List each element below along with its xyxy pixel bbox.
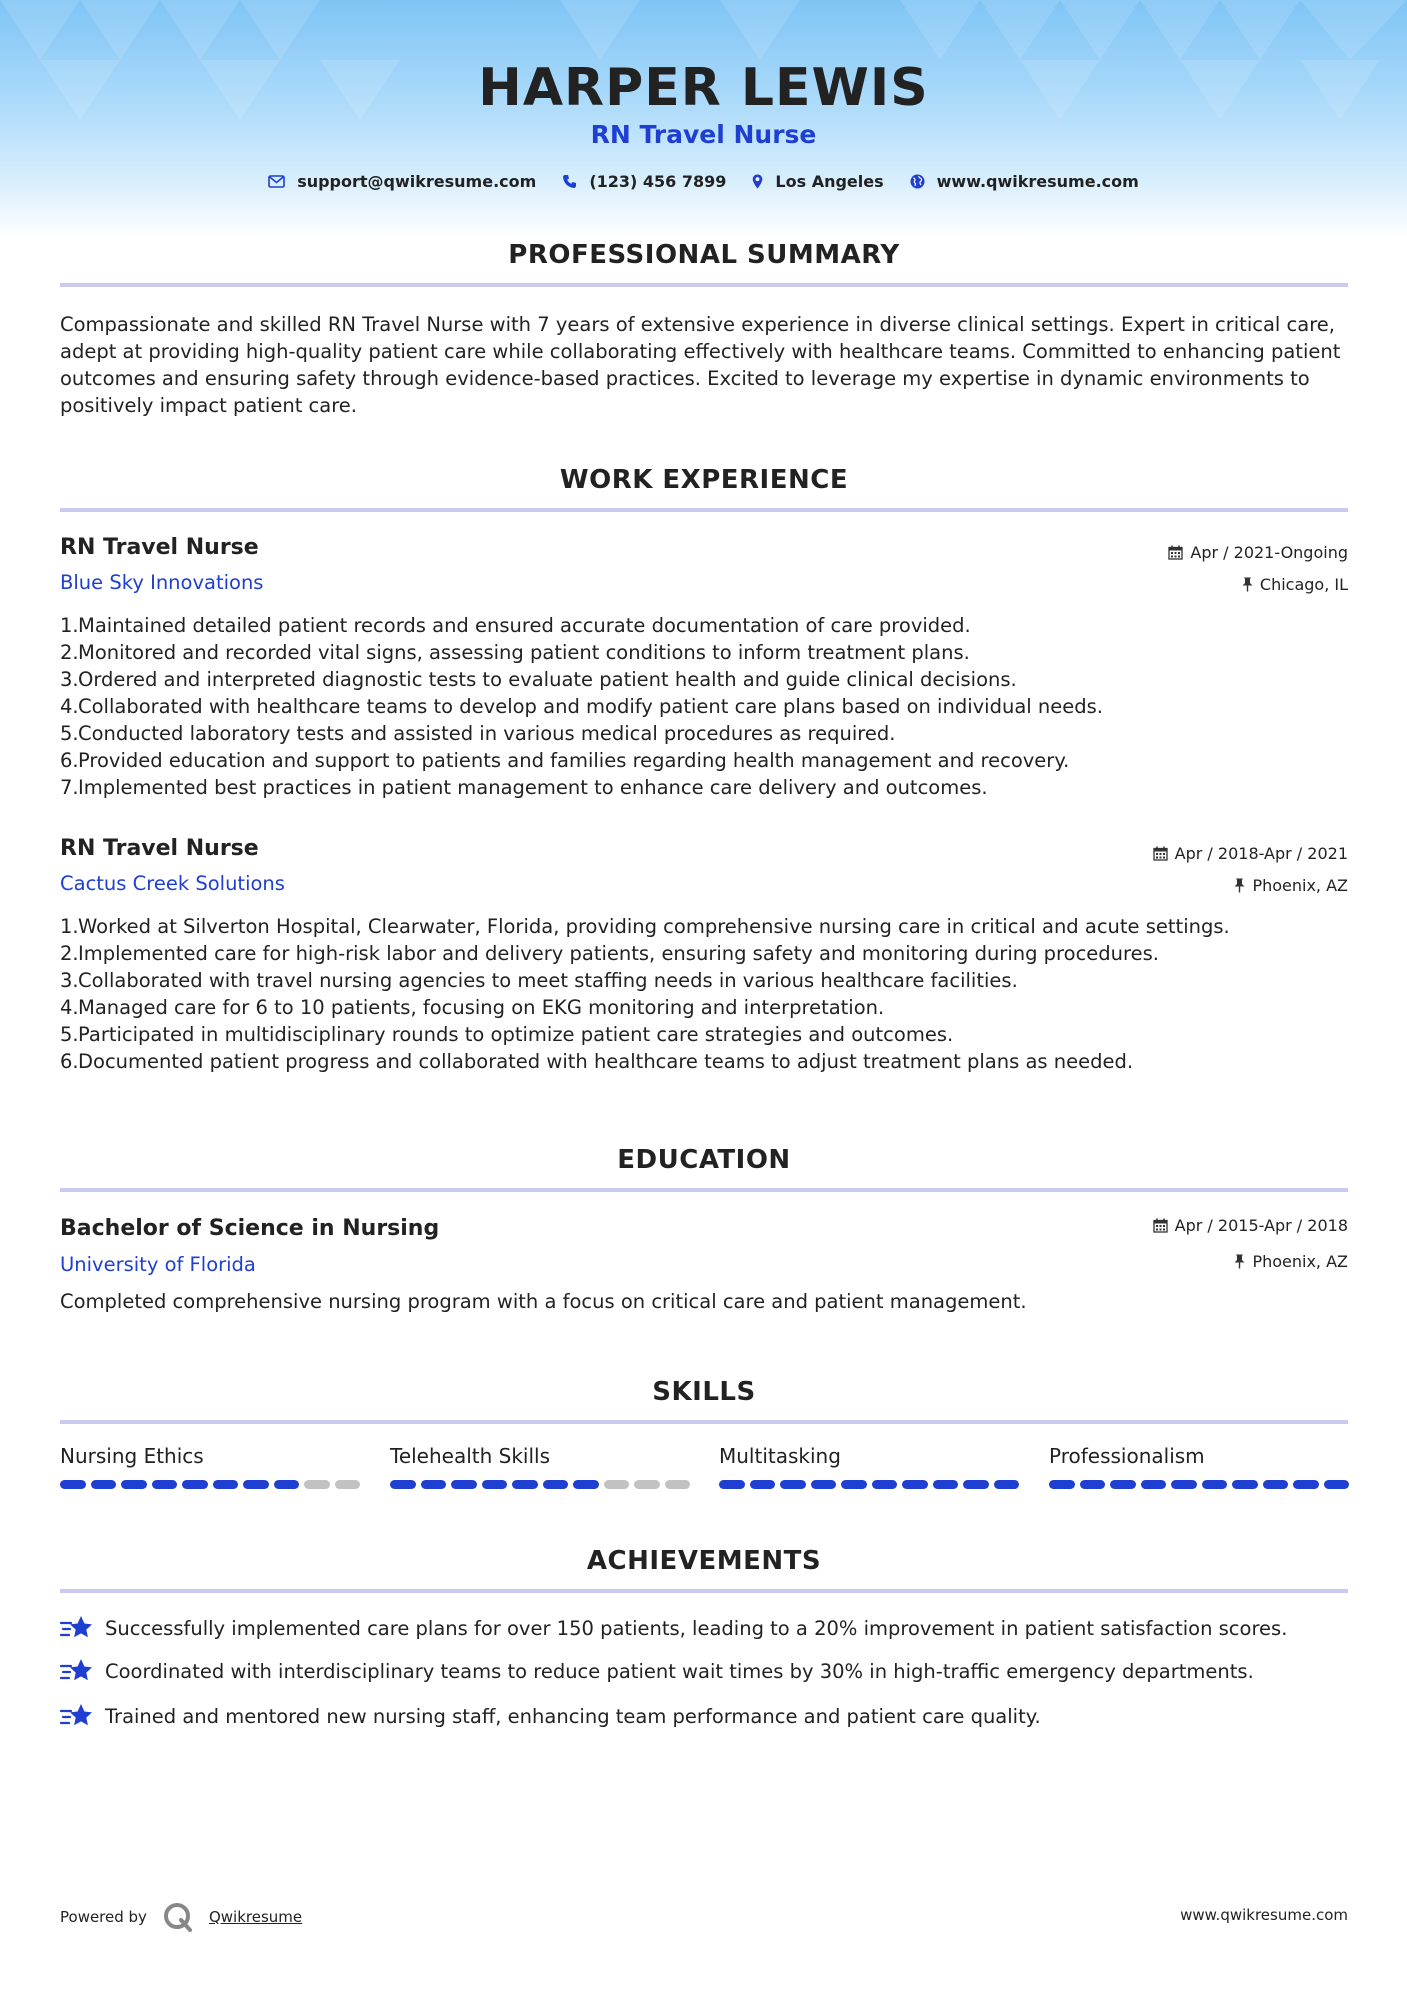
contact-bar <box>0 172 1407 191</box>
skill-level-segment <box>243 1480 269 1489</box>
skill-level-segment <box>121 1480 147 1489</box>
job-company: Blue Sky Innovations <box>60 571 264 594</box>
skill-level-segment <box>304 1480 330 1489</box>
education-divider <box>60 1188 1348 1192</box>
skill-level-segment <box>1141 1480 1167 1489</box>
list-item: 2. Monitored and recorded vital signs, assessing patient conditions to inform treatment plans. <box>60 641 970 664</box>
list-item: 7. Implemented best practices in patient management to enhance care delivery and outcomes. <box>60 776 988 799</box>
skill-level-segment <box>152 1480 178 1489</box>
calendar-icon <box>1153 846 1168 861</box>
contact-location <box>752 172 883 191</box>
job-bullets <box>60 913 1348 1075</box>
phone-text: (123) 456 7899 <box>589 172 727 191</box>
phone-icon <box>562 174 577 189</box>
education-location <box>1234 1252 1348 1271</box>
skill-level-segment <box>1202 1480 1228 1489</box>
skill-level-segment <box>604 1480 630 1489</box>
contact-phone[interactable] <box>562 172 726 191</box>
job-location <box>1234 876 1348 895</box>
list-item: 1. Maintained detailed patient records and ensured accurate documentation of care provided. <box>60 614 971 637</box>
skill-level-segment <box>91 1480 117 1489</box>
skill-level-bar <box>1049 1480 1349 1489</box>
skill-name: Multitasking <box>719 1444 841 1468</box>
skill-level-segment <box>274 1480 300 1489</box>
job-dates-text: Apr / 2018-Apr / 2021 <box>1174 844 1348 863</box>
education-dates <box>1153 1216 1348 1235</box>
skill-level-segment <box>872 1480 898 1489</box>
skill-level-segment <box>1080 1480 1106 1489</box>
skill-level-segment <box>1232 1480 1258 1489</box>
footer-website[interactable]: www.qwikresume.com <box>1180 1906 1348 1924</box>
skill-level-segment <box>1110 1480 1136 1489</box>
footer-powered-by <box>60 1902 302 1932</box>
education-description: Completed comprehensive nursing program with a focus on critical care and patient management. <box>60 1290 1027 1313</box>
skill-level-segment <box>933 1480 959 1489</box>
job-dates-text: Apr / 2021-Ongoing <box>1190 543 1348 562</box>
star-icon <box>60 1657 93 1685</box>
skill-level-segment <box>213 1480 239 1489</box>
skill-level-segment <box>390 1480 416 1489</box>
list-item: 5. Participated in multidisciplinary rounds to optimize patient care strategies and outcomes. <box>60 1023 954 1046</box>
job-location <box>1242 575 1348 594</box>
job-dates <box>1168 543 1348 562</box>
brand-link[interactable]: Qwikresume <box>208 1908 303 1926</box>
summary-heading: PROFESSIONAL SUMMARY <box>508 240 900 270</box>
skill-name: Telehealth Skills <box>390 1444 551 1468</box>
skill-item <box>719 1444 1019 1489</box>
achievement-item <box>60 1702 1348 1730</box>
contact-website[interactable] <box>910 172 1139 191</box>
skill-level-segment <box>634 1480 660 1489</box>
achievements-divider <box>60 1589 1348 1593</box>
candidate-name: HARPER LEWIS <box>478 58 929 118</box>
school-name: University of Florida <box>60 1253 256 1276</box>
job-company: Cactus Creek Solutions <box>60 872 285 895</box>
skill-level-segment <box>182 1480 208 1489</box>
skill-level-segment <box>1049 1480 1075 1489</box>
list-item: 4. Collaborated with healthcare teams to develop and modify patient care plans based on individual needs. <box>60 695 1103 718</box>
list-item: 4. Managed care for 6 to 10 patients, focusing on EKG monitoring and interpretation. <box>60 996 885 1019</box>
skill-level-segment <box>512 1480 538 1489</box>
skill-level-segment <box>780 1480 806 1489</box>
calendar-icon <box>1168 545 1183 560</box>
skill-name: Nursing Ethics <box>60 1444 204 1468</box>
job-dates <box>1153 844 1348 863</box>
degree-title: Bachelor of Science in Nursing <box>60 1216 440 1241</box>
skill-level-segment <box>482 1480 508 1489</box>
skill-level-segment <box>421 1480 447 1489</box>
achievements-heading: ACHIEVEMENTS <box>586 1546 822 1576</box>
globe-icon <box>910 174 925 189</box>
skill-level-bar <box>60 1480 360 1489</box>
skill-level-segment <box>902 1480 928 1489</box>
skill-level-segment <box>60 1480 86 1489</box>
skill-level-bar <box>719 1480 1019 1489</box>
job-location-text: Phoenix, AZ <box>1252 876 1348 895</box>
candidate-role: RN Travel Nurse <box>590 120 817 149</box>
list-item: 2. Implemented care for high-risk labor and delivery patients, ensuring safety and monitoring during procedures. <box>60 942 1159 965</box>
pushpin-icon <box>1234 878 1245 893</box>
location-text: Los Angeles <box>775 172 884 191</box>
list-item: 3. Ordered and interpreted diagnostic tests to evaluate patient health and guide clinical decisions. <box>60 668 1017 691</box>
skill-level-segment <box>335 1480 361 1489</box>
skill-level-segment <box>1293 1480 1319 1489</box>
skill-level-segment <box>543 1480 569 1489</box>
skill-level-segment <box>573 1480 599 1489</box>
education-heading: EDUCATION <box>617 1145 791 1175</box>
list-item: 6. Documented patient progress and collaborated with healthcare teams to adjust treatment plans as needed. <box>60 1050 1134 1073</box>
skill-level-segment <box>451 1480 477 1489</box>
skill-level-segment <box>841 1480 867 1489</box>
skill-level-segment <box>1263 1480 1289 1489</box>
skill-item <box>390 1444 690 1489</box>
envelope-icon <box>268 175 285 188</box>
skill-level-segment <box>1171 1480 1197 1489</box>
experience-heading: WORK EXPERIENCE <box>559 465 849 495</box>
job-location-text: Chicago, IL <box>1259 575 1348 594</box>
skill-level-segment <box>665 1480 691 1489</box>
achievement-text: Successfully implemented care plans for over 150 patients, leading to a 20% improvement in patient satisfaction scores. <box>105 1616 1288 1640</box>
skill-level-segment <box>963 1480 989 1489</box>
summary-divider <box>60 283 1348 287</box>
achievement-item <box>60 1614 1348 1642</box>
skill-level-segment <box>719 1480 745 1489</box>
skill-level-segment <box>1324 1480 1350 1489</box>
skill-level-segment <box>811 1480 837 1489</box>
education-location-text: Phoenix, AZ <box>1252 1252 1348 1271</box>
pushpin-icon <box>1234 1254 1245 1269</box>
skill-level-segment <box>994 1480 1020 1489</box>
list-item: 3. Collaborated with travel nursing agencies to meet staffing needs in various healthcare facilities. <box>60 969 1018 992</box>
contact-email[interactable] <box>268 172 536 191</box>
skill-level-bar <box>390 1480 690 1489</box>
calendar-icon <box>1153 1218 1168 1233</box>
email-text: support@qwikresume.com <box>297 172 537 191</box>
skill-item <box>1049 1444 1349 1489</box>
star-icon <box>60 1702 93 1730</box>
qwikresume-logo-icon <box>163 1902 193 1932</box>
skills-divider <box>60 1420 1348 1424</box>
pushpin-icon <box>1242 577 1253 592</box>
list-item: 1. Worked at Silverton Hospital, Clearwater, Florida, providing comprehensive nursing care in critical and acute settings. <box>60 915 1230 938</box>
achievement-text: Coordinated with interdisciplinary teams to reduce patient wait times by 30% in high-traffic emergency departments. <box>105 1659 1254 1683</box>
website-text: www.qwikresume.com <box>936 172 1139 191</box>
list-item: 6. Provided education and support to patients and families regarding health management and recovery. <box>60 749 1070 772</box>
achievement-text: Trained and mentored new nursing staff, enhancing team performance and patient care quality. <box>105 1704 1041 1728</box>
job-bullets <box>60 612 1348 801</box>
education-dates-text: Apr / 2015-Apr / 2018 <box>1174 1216 1348 1235</box>
map-pin-icon <box>752 174 763 189</box>
star-icon <box>60 1614 93 1642</box>
achievement-item <box>60 1657 1348 1685</box>
experience-divider <box>60 508 1348 512</box>
powered-by-label: Powered by <box>60 1908 147 1926</box>
skill-name: Professionalism <box>1049 1444 1205 1468</box>
skill-item <box>60 1444 360 1489</box>
summary-text: Compassionate and skilled RN Travel Nurse with 7 years of extensive experience in diverse clinical settings. Expert in critical care, adept at providing high-quality patient care while collaborating effectively with healthcare teams. Committed to enhancing patient outcomes and ensuring safety through evidence-based practices. Excited to leverage my expertise in dynamic environments to positively impact patient care. <box>60 313 1341 417</box>
list-item: 5. Conducted laboratory tests and assisted in various medical procedures as required. <box>60 722 896 745</box>
skill-level-segment <box>750 1480 776 1489</box>
job-title: RN Travel Nurse <box>60 535 259 560</box>
job-title: RN Travel Nurse <box>60 836 259 861</box>
skills-heading: SKILLS <box>652 1377 756 1407</box>
